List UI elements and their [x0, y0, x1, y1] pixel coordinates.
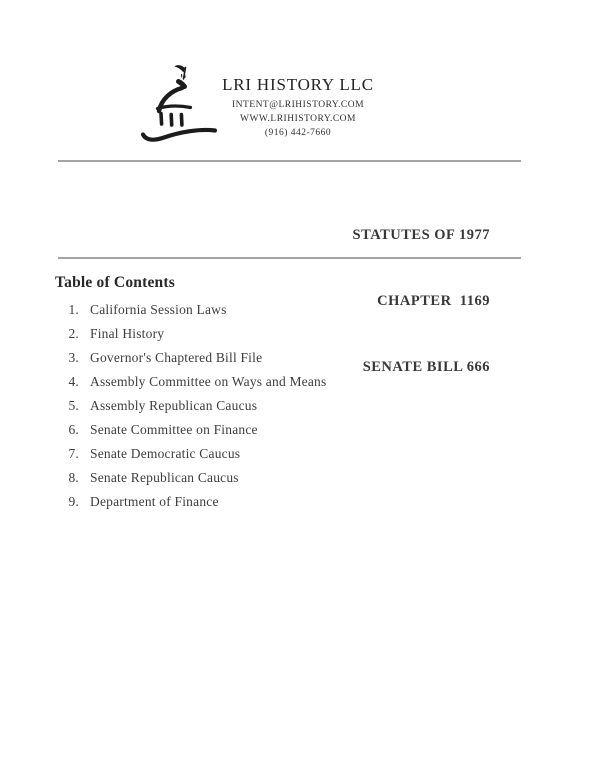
toc-list — [0, 298, 600, 514]
toc-item — [0, 394, 600, 418]
logo-cupola — [179, 82, 185, 87]
toc-item-number: 1. — [68, 302, 79, 317]
website-text: WWW.LRIHISTORY.COM — [240, 113, 356, 124]
toc-item-number: 3. — [68, 350, 79, 365]
toc-item-label: Senate Democratic Caucus — [90, 446, 241, 461]
contact-block — [217, 99, 379, 140]
logo-base-swoosh — [143, 130, 215, 140]
email-text: INTENT@LRIHISTORY.COM — [231, 100, 365, 110]
logo-entablature — [158, 106, 191, 108]
toc-item — [0, 298, 600, 322]
company-name: LRI HISTORY LLC — [222, 75, 374, 94]
toc-item-number: 4. — [68, 374, 79, 389]
chapter-line: CHAPTER 1169 — [377, 293, 490, 309]
toc-item — [0, 418, 600, 442]
toc-item — [0, 442, 600, 466]
toc-item-label: Senate Committee on Finance — [90, 422, 258, 437]
toc-item-number: 8. — [68, 470, 79, 485]
letterhead-text — [217, 75, 379, 140]
toc-item-label: Assembly Republican Caucus — [90, 398, 258, 413]
logo-column — [171, 115, 172, 126]
toc-item-number: 7. — [68, 446, 79, 461]
toc-item-label: California Session Laws — [90, 302, 227, 317]
logo-column — [161, 114, 162, 125]
toc-item — [0, 346, 600, 370]
statutes-line: STATUTES OF 1977 — [352, 227, 490, 243]
toc-item-label: Governor's Chaptered Bill File — [90, 350, 263, 365]
toc-item — [0, 466, 600, 490]
horizontal-rule-bottom — [58, 257, 521, 259]
toc-item-number: 6. — [68, 422, 79, 437]
logo-flag — [175, 65, 186, 72]
logo-column — [181, 115, 182, 126]
toc-title: Table of Contents — [55, 274, 175, 291]
toc-item — [0, 490, 600, 514]
toc-item — [0, 370, 600, 394]
toc-item-number: 9. — [68, 494, 79, 509]
toc-item-number: 5. — [68, 398, 79, 413]
capitol-dome-logo-icon — [138, 62, 220, 148]
toc-item — [0, 322, 600, 346]
toc-item-number: 2. — [68, 326, 79, 341]
toc-item-label: Final History — [90, 326, 165, 341]
senate-bill-line: SENATE BILL 666 — [362, 359, 490, 375]
toc-item-label: Senate Republican Caucus — [90, 470, 239, 485]
toc-item-label: Assembly Committee on Ways and Means — [90, 374, 327, 389]
toc-item-label: Department of Finance — [90, 494, 219, 509]
horizontal-rule-top — [58, 160, 521, 162]
phone-text: (916) 442-7660 — [264, 127, 332, 138]
